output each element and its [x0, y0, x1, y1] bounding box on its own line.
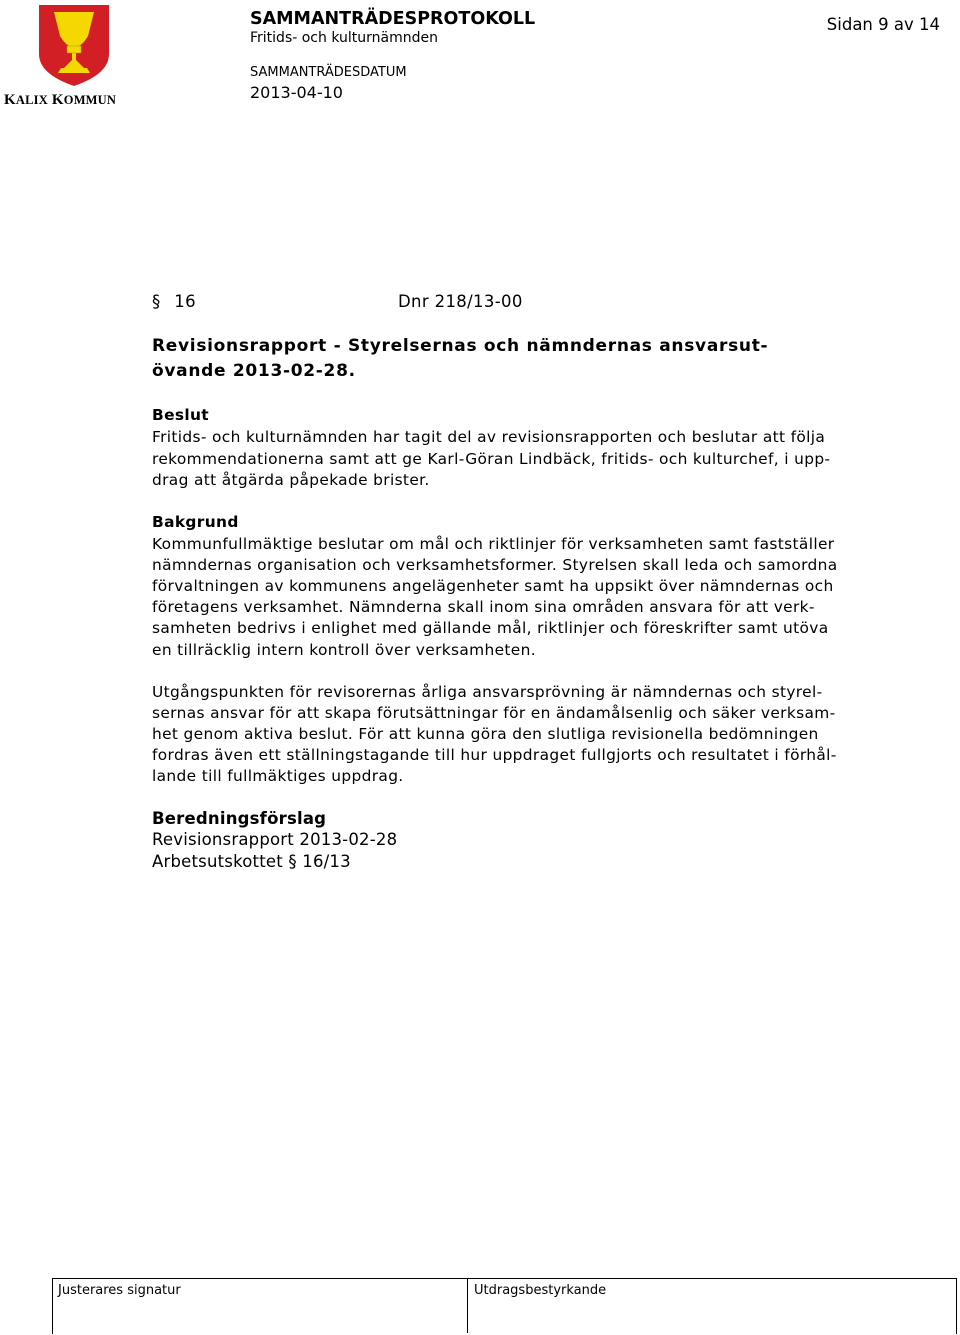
meeting-date-label: SAMMANTRÄDESDATUM [250, 65, 407, 80]
document-title: SAMMANTRÄDESPROTOKOLL [250, 9, 536, 29]
bakgrund-line: fordras även ett ställningstagande till hur uppdraget fullgjorts och resultatet i förhål- [152, 746, 837, 764]
coat-of-arms-icon [4, 2, 144, 90]
beredning-item-ref: 16/13 [302, 852, 351, 871]
certification-label: Utdragsbestyrkande [474, 1283, 607, 1298]
section-sign: § [288, 852, 297, 871]
bakgrund-heading: Bakgrund [152, 513, 239, 531]
diary-number: Dnr 218/13-00 [398, 292, 523, 311]
bakgrund-line: företagens verksamhet. Nämnderna skall inom sina områden ansvara för att verk- [152, 598, 815, 616]
beredning-item-label: Arbetsutskottet [152, 852, 283, 871]
case-number: 16 [174, 292, 196, 311]
meeting-date: 2013-04-10 [250, 83, 343, 102]
beslut-line: drag att åtgärda påpekade brister. [152, 471, 430, 489]
signature-divider [467, 1278, 468, 1333]
logo-wordmark: KALIX KOMMUN [4, 92, 117, 108]
committee-name: Fritids- och kulturnämnden [250, 30, 438, 46]
bakgrund-line: lande till fullmäktiges uppdrag. [152, 767, 404, 785]
beredning-item [152, 852, 351, 871]
page-number: Sidan 9 av 14 [826, 15, 940, 34]
bakgrund-line: förvaltningen av kommunens angelägenheter samt ha uppsikt över nämndernas och [152, 577, 834, 595]
municipality-logo [4, 2, 144, 112]
bakgrund-line: samheten bedrivs i enlighet med gällande mål, riktlinjer och föreskrifter samt utöva [152, 619, 829, 637]
case-title-line-1: Revisionsrapport - Styrelsernas och nämndernas ansvarsut- [152, 336, 769, 356]
bakgrund-line: het genom aktiva beslut. För att kunna göra den slutliga revisionella bedömningen [152, 725, 819, 743]
bakgrund-line: Utgångspunkten för revisorernas årliga ansvarsprövning är nämndernas och styrel- [152, 683, 823, 701]
beslut-line: Fritids- och kulturnämnden har tagit del av revisionsrapporten och beslutar att följa [152, 428, 826, 446]
beslut-heading: Beslut [152, 406, 210, 424]
beredning-item: Revisionsrapport 2013-02-28 [152, 830, 398, 849]
bakgrund-line: sernas ansvar för att skapa förutsättningar för en ändamålsenlig och säker verksam- [152, 704, 836, 722]
paragraph-number [152, 292, 196, 311]
bakgrund-line: Kommunfullmäktige beslutar om mål och riktlinjer för verksamheten samt fastställer [152, 535, 835, 553]
beslut-line: rekommendationerna samt att ge Karl-Göran Lindbäck, fritids- och kulturchef, i upp- [152, 450, 831, 468]
bakgrund-line: en tillräcklig intern kontroll över verksamheten. [152, 641, 536, 659]
section-sign: § [152, 292, 161, 311]
bakgrund-line: nämndernas organisation och verksamhetsformer. Styrelsen skall leda och samordna [152, 556, 838, 574]
case-title-line-2: övande 2013-02-28. [152, 361, 356, 381]
signature-label: Justerares signatur [58, 1283, 181, 1298]
beredning-heading: Beredningsförslag [152, 809, 327, 828]
